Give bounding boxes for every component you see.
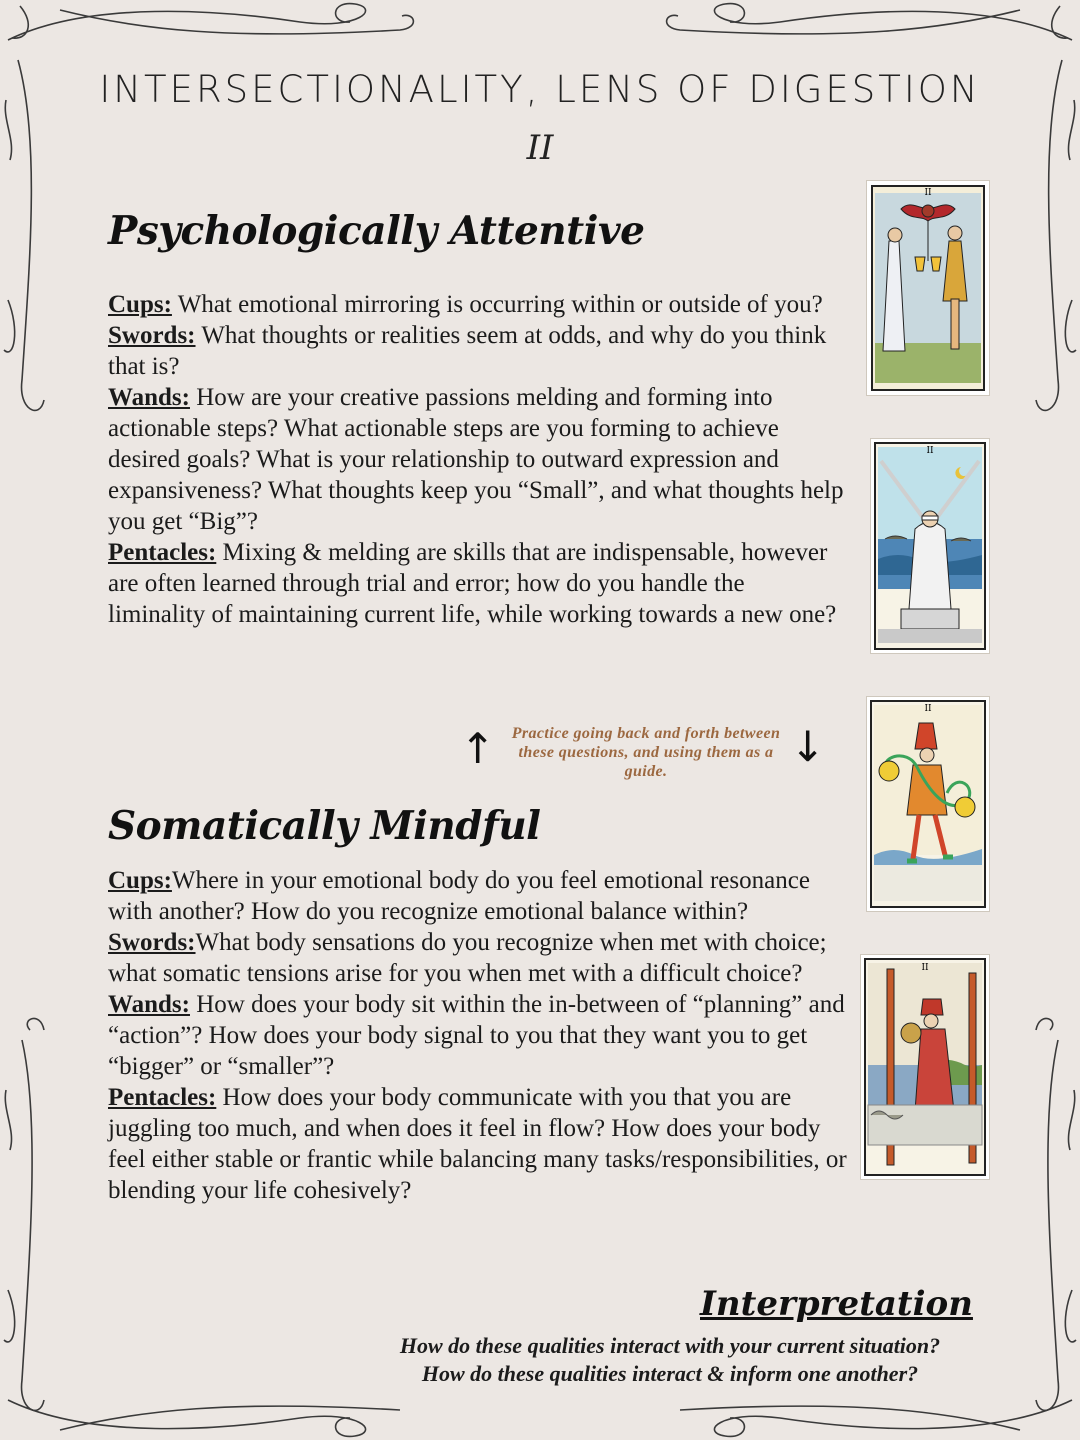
interpretation-heading: Interpretation bbox=[700, 1284, 973, 1324]
somatic-wands-question bbox=[108, 989, 848, 1082]
section-heading-psychologically-attentive: Psychologically Attentive bbox=[108, 208, 645, 254]
card-numeral: II bbox=[926, 446, 934, 456]
two-of-wands-card bbox=[860, 954, 990, 1180]
somatic-cups-question bbox=[108, 865, 848, 927]
interpretation-question-1: How do these qualities interact with your current situation? bbox=[399, 1333, 941, 1358]
page-title: INTERSECTIONALITY, LENS OF DIGESTION bbox=[99, 68, 981, 111]
suit-label: Swords: bbox=[108, 322, 196, 349]
suit-label: Cups: bbox=[108, 291, 172, 318]
two-of-swords-card bbox=[870, 438, 990, 654]
page-numeral: II bbox=[526, 128, 554, 168]
practice-note: Practice going back and forth between these questions, and using them as a guide. bbox=[511, 725, 781, 780]
card-numeral: II bbox=[924, 704, 932, 714]
suit-label: Pentacles: bbox=[108, 539, 217, 566]
psychological-questions bbox=[108, 289, 848, 630]
question-text: What emotional mirroring is occurring within or outside of you? bbox=[171, 291, 823, 318]
arrow-up-icon: ↑ bbox=[460, 724, 496, 773]
suit-label: Cups: bbox=[108, 867, 172, 894]
suit-label: Swords: bbox=[108, 929, 196, 956]
question-text: How does your body communicate with you that you are juggling too much, and when does it feel in flow? How does your body feel either stable or frantic while balancing many tasks/responsibilities, or blending your life cohesively? bbox=[108, 1084, 847, 1204]
somatic-swords-question bbox=[108, 927, 848, 989]
question-text: Where in your emotional body do you feel emotional resonance with another? How do you recognize emotional balance within? bbox=[108, 867, 810, 925]
psych-cups-question bbox=[108, 289, 848, 320]
question-text: How does your body sit within the in-between of “planning” and “action”? How does your body signal to you that they want you to get “bigger” or “smaller”? bbox=[108, 991, 845, 1080]
suit-label: Wands: bbox=[108, 991, 190, 1018]
card-numeral: II bbox=[921, 963, 929, 973]
psych-swords-question bbox=[108, 320, 848, 382]
two-of-cups-card bbox=[866, 180, 990, 396]
card-numeral: II bbox=[924, 188, 932, 198]
psych-pentacles-question bbox=[108, 537, 848, 630]
interpretation-question-2: How do these qualities interact & inform one another? bbox=[421, 1361, 919, 1386]
question-text: What body sensations do you recognize when met with choice; what somatic tensions arise for you when met with a difficult choice? bbox=[108, 929, 827, 987]
arrow-down-icon: ↓ bbox=[790, 722, 826, 771]
suit-label: Wands: bbox=[108, 384, 190, 411]
question-text: Mixing & melding are skills that are indispensable, however are often learned through trial and error; how do you handle the liminality of maintaining current life, while working towards a new one? bbox=[108, 539, 837, 628]
two-of-pentacles-card bbox=[866, 696, 990, 912]
suit-label: Pentacles: bbox=[108, 1084, 217, 1111]
somatic-questions bbox=[108, 865, 848, 1206]
somatic-pentacles-question bbox=[108, 1082, 848, 1206]
psych-wands-question bbox=[108, 382, 848, 537]
section-heading-somatically-mindful: Somatically Mindful bbox=[108, 803, 541, 849]
question-text: How are your creative passions melding and forming into actionable steps? What actionable steps are you forming to achieve desired goals? What is your relationship to outward expression and expansiveness? What thoughts keep you “Small”, and what thoughts help you get “Big”? bbox=[108, 384, 844, 535]
question-text: What thoughts or realities seem at odds, and why do you think that is? bbox=[108, 322, 827, 380]
